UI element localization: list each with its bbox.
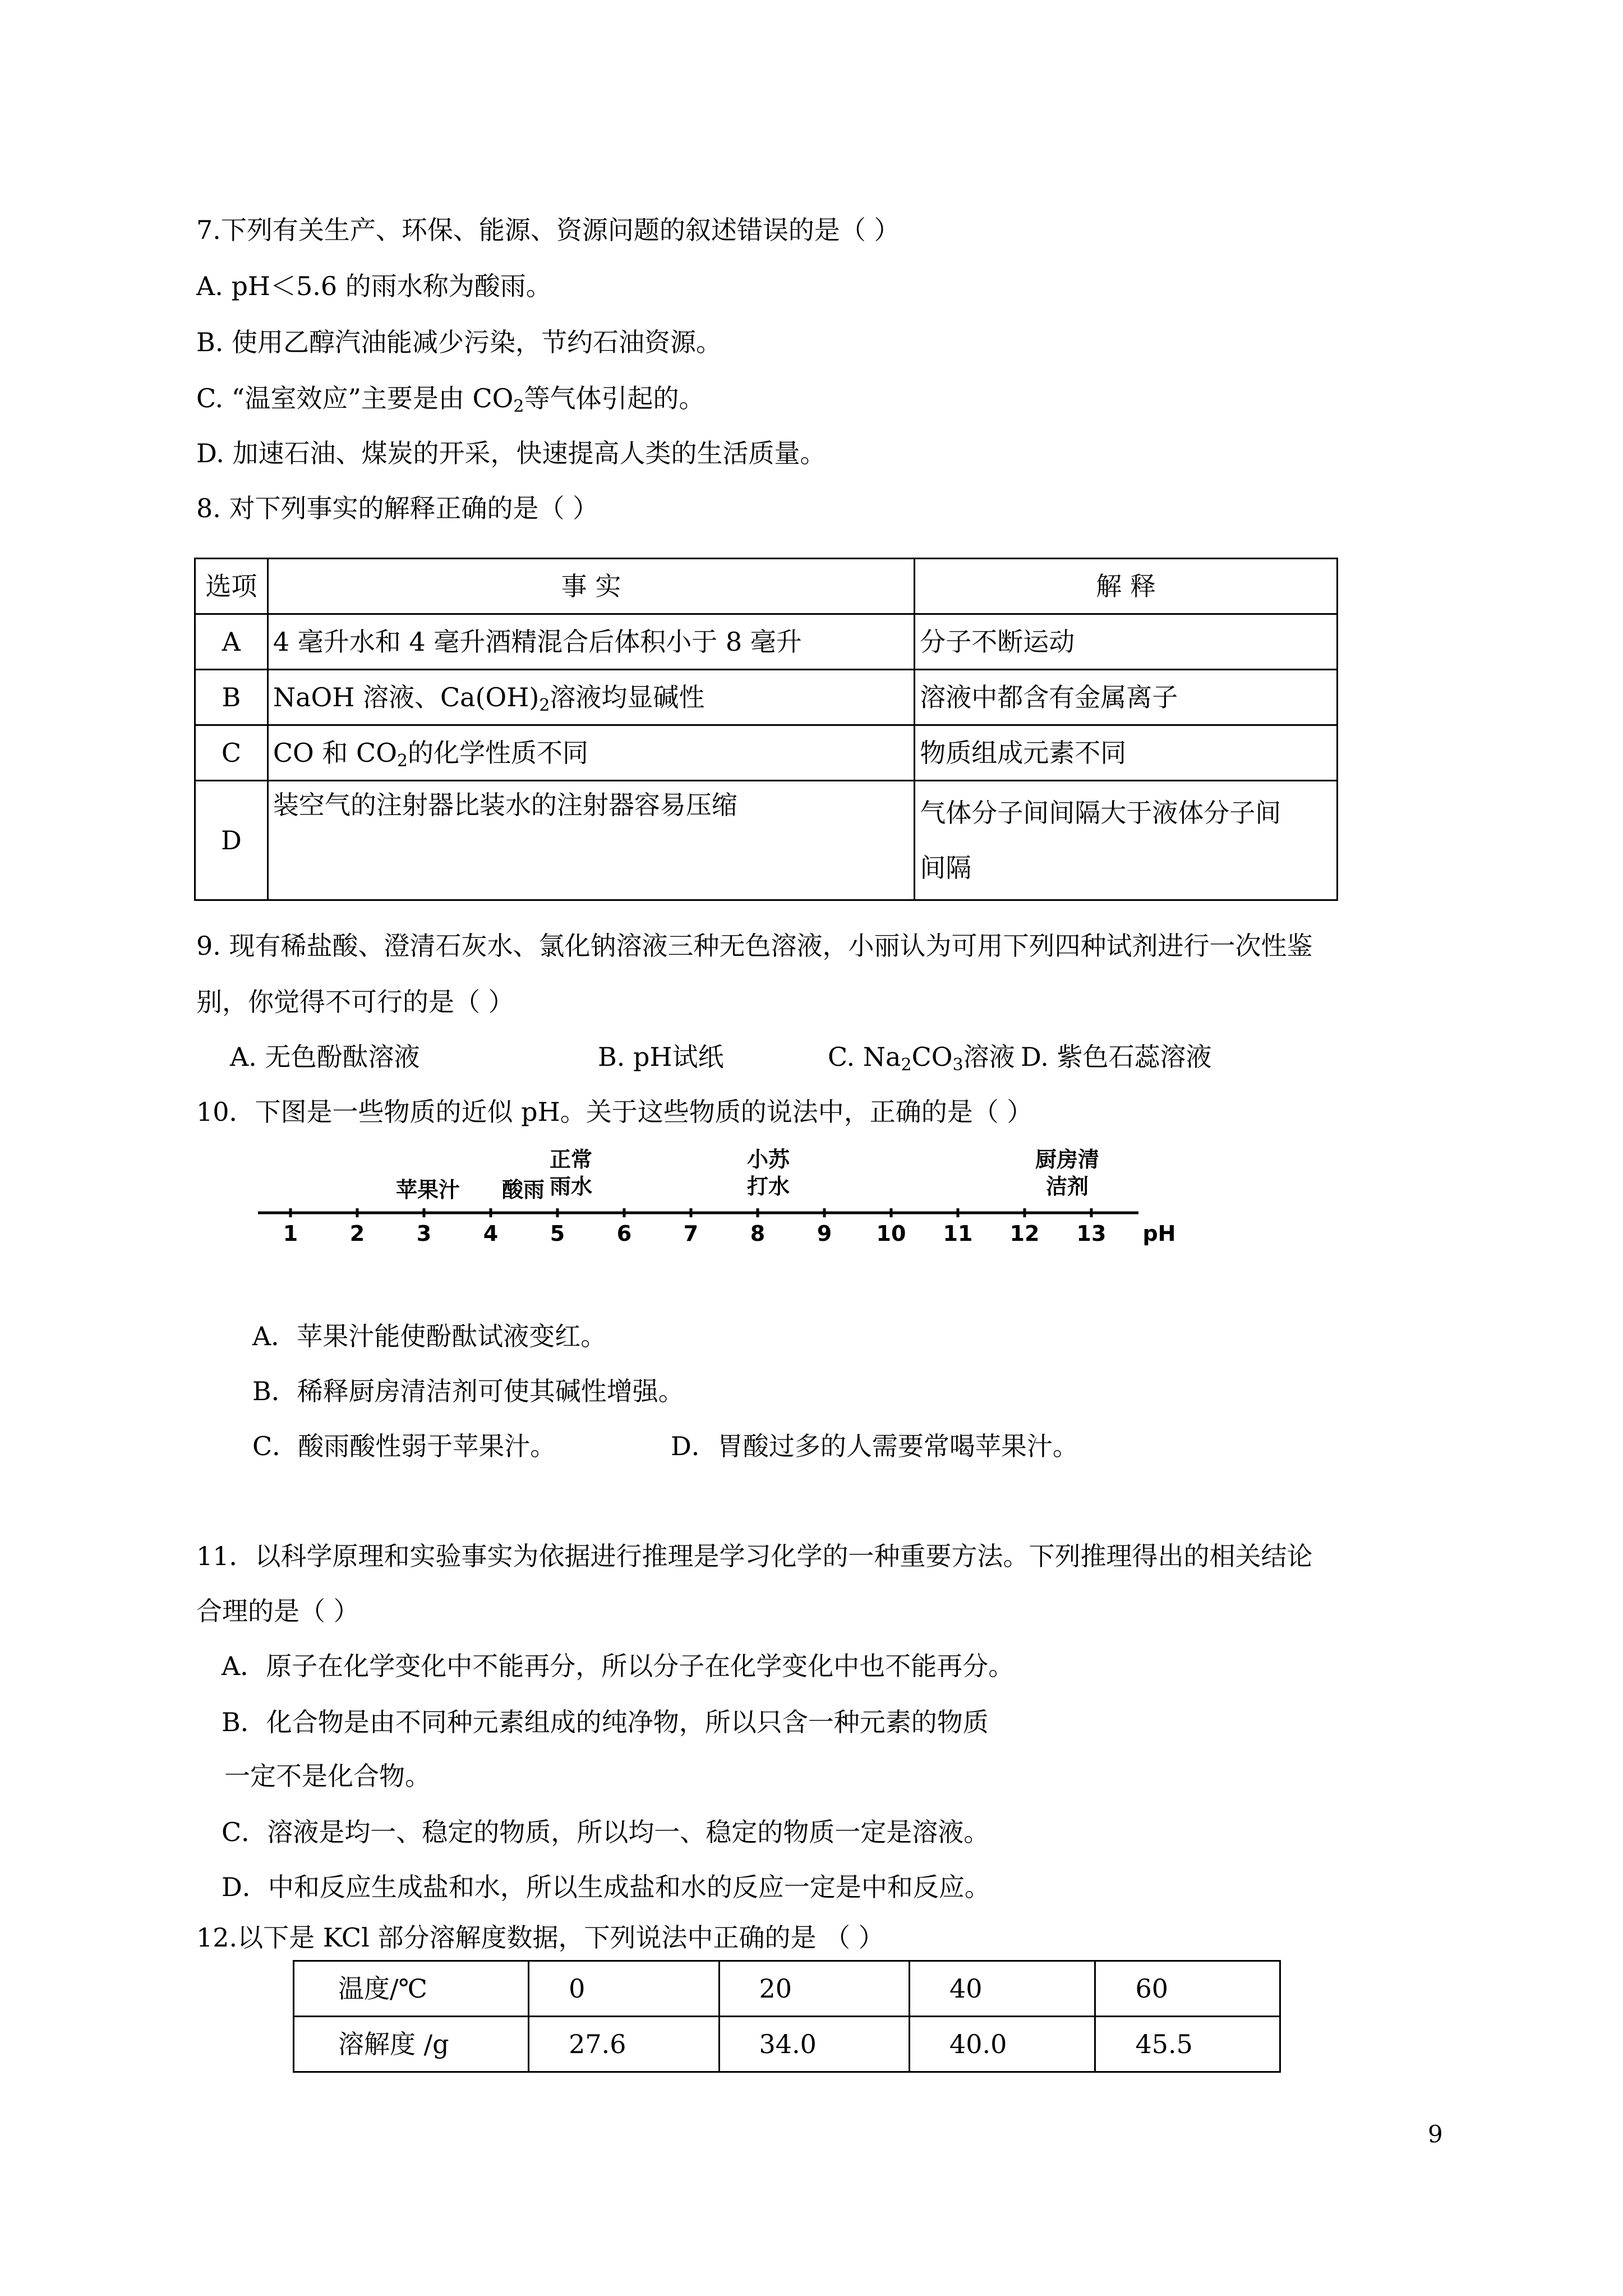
- q8-row-d-option: D: [195, 781, 268, 900]
- label-apple-juice: 苹果汁: [395, 1177, 460, 1202]
- q10-option-d: D．胃酸过多的人需要常喝苹果汁。: [671, 1431, 1078, 1461]
- q12-temperature-cell: 40: [909, 1961, 1095, 2017]
- q12-solubility-cell: 27.6: [529, 2017, 719, 2072]
- q8-stem: 8. 对下列事实的解释正确的是（ ）: [196, 493, 599, 523]
- ph-scale-figure: [247, 1144, 1200, 1257]
- ph-tick-label: 5: [550, 1221, 565, 1246]
- q10-option-b: B．稀释厨房清洁剂可使其碱性增强。: [252, 1376, 684, 1406]
- q11-option-c: C．溶液是均一、稳定的物质，所以均一、稳定的物质一定是溶液。: [222, 1817, 990, 1847]
- q12-solubility-table: [293, 1960, 1281, 2073]
- q7-option-d: D. 加速石油、煤炭的开采，快速提高人类的生活质量。: [196, 438, 826, 468]
- q8-row-c-explain: 物质组成元素不同: [915, 725, 1338, 781]
- q11-stem-line2: 合理的是（ ）: [196, 1596, 359, 1626]
- ph-scale-substance-labels: [396, 1147, 1099, 1202]
- q7-option-c: C. “温室效应”主要是由 $CO_2$等气体引起的。: [196, 383, 705, 416]
- q8-row-c-option: C: [195, 725, 268, 781]
- q11-option-d: D．中和反应生成盐和水，所以生成盐和水的反应一定是中和反应。: [222, 1872, 990, 1902]
- q9-stem-line1: 9. 现有稀盐酸、澄清石灰水、氯化钠溶液三种无色溶液，小丽认为可用下列四种试剂进行一次性鉴: [196, 931, 1313, 961]
- q8-row-d-explain: 气体分子间间隔大于液体分子间 间隔: [915, 781, 1338, 900]
- ph-tick-label: 3: [416, 1221, 432, 1246]
- ph-tick-label: 4: [483, 1221, 499, 1246]
- q12-solubility-cell: 40.0: [909, 2017, 1095, 2072]
- ph-tick-label: 2: [349, 1221, 365, 1246]
- q8-row-d-fact: 装空气的注射器比装水的注射器容易压缩: [268, 781, 914, 900]
- q8-header-explain: 解 释: [915, 559, 1338, 614]
- q12-temperature-header: 温度/℃: [294, 1961, 529, 2017]
- page-number: 9: [1428, 2120, 1443, 2148]
- q12-temperature-cell: 20: [719, 1961, 909, 2017]
- label-normal-rain-line1: 正常: [549, 1147, 593, 1172]
- q8-header-row: [195, 559, 1338, 614]
- q10-option-a: A．苹果汁能使酚酞试液变红。: [252, 1321, 607, 1351]
- q11-option-b-line1: B．化合物是由不同种元素组成的纯净物，所以只含一种元素的物质: [222, 1707, 989, 1737]
- q12-solubility-header: 溶解度 /g: [294, 2017, 529, 2072]
- ph-unit-label: pH: [1142, 1221, 1176, 1246]
- q9-option-a: A. 无色酚酞溶液: [230, 1042, 420, 1072]
- q8-row-b-fact: NaOH 溶液、$Ca(OH)_2$溶液均显碱性: [268, 670, 914, 725]
- q12-temperature-cell: 0: [529, 1961, 719, 2017]
- label-baking-soda-line2: 打水: [746, 1174, 790, 1199]
- ph-tick-label: 9: [817, 1221, 832, 1246]
- q7-option-b: B. 使用乙醇汽油能减少污染，节约石油资源。: [196, 327, 722, 357]
- ph-tick-label: 13: [1076, 1221, 1106, 1246]
- ph-tick-label: 8: [750, 1221, 766, 1246]
- label-kitchen-cleaner-line1: 厨房清: [1035, 1147, 1100, 1172]
- q9-option-d: D. 紫色石蕊溶液: [1021, 1042, 1212, 1072]
- q12-solubility-cell: 45.5: [1095, 2017, 1280, 2072]
- ph-tick-label: 7: [683, 1221, 699, 1246]
- q7-stem: 7.下列有关生产、环保、能源、资源问题的叙述错误的是（ ）: [196, 215, 900, 245]
- q10-option-c: C．酸雨酸性弱于苹果汁。: [252, 1431, 556, 1461]
- q8-header-option: 选项: [195, 559, 268, 614]
- q8-row-d: [195, 781, 1338, 900]
- q11-stem-line1: 11．以科学原理和实验事实为依据进行推理是学习化学的一种重要方法。下列推理得出的相关结论: [196, 1541, 1313, 1571]
- q8-row-c-fact: CO 和 $CO_2$的化学性质不同: [268, 725, 914, 781]
- q10-stem: 10．下图是一些物质的近似 pH。关于这些物质的说法中，正确的是（ ）: [196, 1097, 1033, 1127]
- q8-row-a-explain: 分子不断运动: [915, 614, 1338, 670]
- label-baking-soda-line1: 小苏: [746, 1147, 790, 1172]
- ph-tick-label: 1: [283, 1221, 298, 1246]
- q8-row-c: [195, 725, 1338, 781]
- ph-tick-label: 6: [616, 1221, 632, 1246]
- q8-row-b: [195, 670, 1338, 725]
- ph-tick-label: 12: [1009, 1221, 1040, 1246]
- q11-option-b-line2: 一定不是化合物。: [224, 1761, 431, 1791]
- q8-row-a: [195, 614, 1338, 670]
- q12-temperature-cell: 60: [1095, 1961, 1280, 2017]
- q9-option-c: C. $Na_2CO_3$溶液: [828, 1042, 1015, 1075]
- ph-tick-label: 10: [876, 1221, 906, 1246]
- q8-row-b-explain: 溶液中都含有金属离子: [915, 670, 1338, 725]
- q11-option-a: A．原子在化学变化中不能再分，所以分子在化学变化中也不能再分。: [222, 1651, 1015, 1681]
- label-acid-rain: 酸雨: [501, 1177, 545, 1202]
- q12-solubility-cell: 34.0: [719, 2017, 909, 2072]
- label-kitchen-cleaner-line2: 洁剂: [1045, 1174, 1089, 1199]
- q9-option-b: B. pH试纸: [598, 1042, 724, 1072]
- ph-tick-label: 11: [943, 1221, 973, 1246]
- q8-header-fact: 事 实: [268, 559, 914, 614]
- q8-table: [194, 558, 1338, 901]
- q12-solubility-row: [294, 2017, 1280, 2072]
- q8-row-b-option: B: [195, 670, 268, 725]
- label-normal-rain-line2: 雨水: [549, 1174, 593, 1199]
- q12-temperature-row: [294, 1961, 1280, 2017]
- q12-stem: 12.以下是 KCl 部分溶解度数据，下列说法中正确的是 （ ）: [196, 1922, 884, 1953]
- q8-row-a-fact: 4 毫升水和 4 毫升酒精混合后体积小于 8 毫升: [268, 614, 914, 670]
- q9-stem-line2: 别，你觉得不可行的是（ ）: [196, 987, 514, 1017]
- q8-row-a-option: A: [195, 614, 268, 670]
- q7-option-a: A. pH＜5.6 的雨水称为酸雨。: [196, 271, 552, 301]
